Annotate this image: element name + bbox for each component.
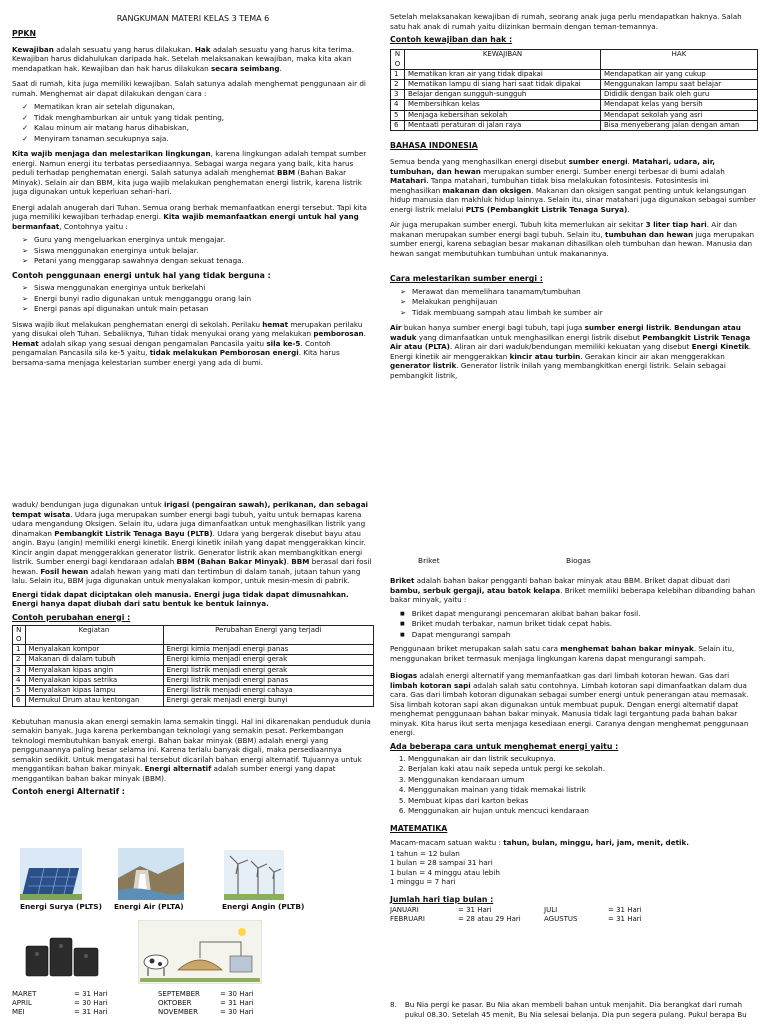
bold-text: limbah kotoran sapi <box>390 680 471 690</box>
table-cell: Belajar dengan sungguh-sungguh <box>405 90 601 100</box>
table-cell: Menyalakan kipas setrika <box>25 675 163 685</box>
month-cell: = 28 atau 29 Hari <box>458 915 521 924</box>
table-cell: Menyalakan kompor <box>25 645 163 655</box>
bold-text: bambu, serbuk gergaji, atau batok kelapa <box>390 585 561 595</box>
list-item: ✓ Tidak menghamburkan air untuk yang tidak penting, <box>20 113 374 123</box>
month-cell: = 31 Hari <box>74 1008 108 1017</box>
table-row <box>391 120 758 130</box>
table-header-cell: KEWAJIBAN <box>405 50 601 69</box>
table-cell: Energi kimia menjadi energi panas <box>163 645 373 655</box>
table-cell: Mendapatkan air yang cukup <box>601 69 758 79</box>
page-title: RANGKUMAN MATERI KELAS 3 TEMA 6 <box>116 14 270 23</box>
bold-text: sila ke-5 <box>266 338 301 348</box>
table-cell: Menjaga kebersihan sekolah <box>405 110 601 120</box>
ppkn-paragraph-1: Kewajiban adalah sesuatu yang harus dilakukan. Hak adalah sesuatu yang harus kita terima. Kewajiban harus didahulukan daripada hak. Setelah melaksanakan kewajiban, maka kita akan mendapatkan hak. Kewajiban dan hak harus dilakukan secara seimbang. <box>12 44 355 73</box>
list-item: ➢ Energi panas api digunakan untuk main petasan <box>20 304 374 314</box>
matematika-heading: MATEMATIKA <box>390 823 448 833</box>
list-item: ➢ Petani yang menggarap sawahnya dengan sekuat tenaga. <box>20 256 374 266</box>
ppkn-useless-heading: Contoh penggunaan energi untuk hal yang tidak berguna : <box>12 270 271 280</box>
right-bottom-column <box>390 576 758 924</box>
briket-paragraph-2: Penggunaan briket merupakan salah satu cara menghemat bahan bakar minyak. Selain itu, menggunakan briket termasuk menjaga lingkungan karena dapat mengurangi sampah. <box>390 644 735 663</box>
bahasa-indonesia-heading: BAHASA INDONESIA <box>390 141 478 151</box>
table-row <box>391 69 758 79</box>
alternative-energy-heading: Contoh energi Alternatif : <box>12 787 125 797</box>
month-cell: JULI <box>544 905 558 914</box>
table-cell: Mendapat kelas yang bersih <box>601 100 758 110</box>
ppkn-list-water <box>12 102 374 143</box>
table-cell: Memukul Drum atau kentongan <box>25 696 163 706</box>
energy-paragraph-2 <box>12 590 374 609</box>
table-row <box>13 675 374 685</box>
table-cell: 6 <box>391 120 405 130</box>
bold-text: Briket <box>390 576 415 585</box>
line-item: 1 minggu = 7 hari <box>390 877 456 887</box>
list-item: ■ Briket dapat mengurangi pencemaran akibat bahan bakar fosil. <box>398 609 758 619</box>
bold-text: Kewajiban <box>12 44 54 54</box>
month-cell: = 30 Hari <box>220 990 254 998</box>
bold-text: Kita wajib menjaga dan melestarikan lingkungan <box>12 149 211 159</box>
bold-text: secara seimbang <box>211 63 280 73</box>
list-item: ■ Dapat mengurangi sampah <box>398 630 758 640</box>
month-row <box>390 915 650 924</box>
energy-change-table-title: Contoh perubahan energi : <box>12 612 131 622</box>
bold-text: makanan dan oksigen <box>442 185 532 195</box>
bi-paragraph-1: Semua benda yang menghasilkan energi disebut sumber energi. Matahari, udara, air, tumbuhan, dan hewan merupakan sumber energi. Sumber energi terbesar di bumi adalah Matahari. Tanpa matahari, tumbuhan tidak bisa melakukan fotosintesis. Fotosintesis ini menghasilkan makanan dan oksigen. Makanan dan oksigen sangat penting untuk kelangsungan hidup manusia dan makhluk hidup lainnya. Selain itu, sinar matahari juga digunakan sebagai sumber energi listrik melalui PLTS (Pembangkit Listrik Tenaga Surya). <box>390 157 756 214</box>
bold-text: BBM <box>291 557 310 566</box>
caption-wind: Energi Angin (PLTB) <box>222 902 305 911</box>
month-row <box>390 906 650 915</box>
ppkn-paragraph-2: Saat di rumah, kita juga memiliki kewajiban. Salah satunya adalah menghemat penggunaan air di rumah. Menghemat air dapat dilakukan dengan cara : <box>12 79 366 98</box>
briquette-image <box>22 930 108 980</box>
lestari-heading: Cara melestarikan sumber energi : <box>390 274 543 284</box>
caption-briket: Briket <box>418 556 440 565</box>
bold-text: generator listrik <box>390 361 457 371</box>
line-item: 1 tahun = 12 bulan <box>390 848 460 858</box>
table-cell: Mentaati peraturan di jalan raya <box>405 120 601 130</box>
month-cell: = 31 Hari <box>220 999 254 1008</box>
table-cell: 4 <box>391 100 405 110</box>
bold-text: 3 liter tiap hari <box>645 220 707 230</box>
bold-text: Bendungan atau waduk <box>390 323 741 342</box>
list-item: ➢ Merawat dan memelihara tanamam/tumbuhan <box>398 287 758 297</box>
table-cell: Energi gerak menjadi energi bunyi <box>163 696 373 706</box>
month-days-heading: Jumlah hari tiap bulan : <box>390 894 494 904</box>
left-bottom-column <box>12 500 374 797</box>
rights-paragraph: Setelah melaksanakan kewajiban di rumah, seorang anak juga perlu mendapatkan haknya. Salah satu hak anak di rumah yaitu diizinkan bermain dengan teman-temannya. <box>390 12 742 31</box>
right-top-column <box>390 12 758 384</box>
biogas-paragraph: Biogas adalah energi alternatif yang memanfaatkan gas dari limbah kotoran hewan. Gas dari limbah kotoran sapi adalah salah satu contohnya. Limbah kotoran sapi dimanfaatkan dalam dua cara. Gas dari limbah kotoran digunakan sebagai sumber energi untuk penerangan atau memasak. Sisa limbah kotoran sapi akan digunakan untuk membuat pupuk. Dengan energi alternatif dapat menghemat penggunaan bahan bakar minyak. Manusia tidak lagi tergantung pada bahan bakar minyak. Kita harus ikut serta menjaga kesediaan energi. Caranya dengan menghemat penggunaan energi. <box>390 671 749 737</box>
month-cell: FEBRUARI <box>390 915 425 924</box>
caption-biogas: Biogas <box>566 556 591 565</box>
table-cell: Dididik dengan baik oleh guru <box>601 90 758 100</box>
bold-text: Matahari <box>390 176 427 186</box>
month-cell: MARET <box>12 990 37 998</box>
ppkn-heading: PPKN <box>12 28 36 38</box>
table-row <box>13 686 374 696</box>
month-cell: MEI <box>12 1008 25 1017</box>
list-item: ➢ Siswa menggunakan energinya untuk belajar. <box>20 246 374 256</box>
month-days-table <box>390 906 650 924</box>
list-item: 6. Menggunakan air hujan untuk mencuci kendaraan <box>408 806 758 816</box>
ppkn-list-useful <box>12 235 374 266</box>
bold-text: tahun, bulan, minggu, hari, jam, menit, detik. <box>503 838 689 848</box>
table-header-row <box>391 50 758 69</box>
time-units-intro: Macam-macam satuan waktu : tahun, bulan, minggu, hari, jam, menit, detik. <box>390 838 689 848</box>
table-cell: 1 <box>391 69 405 79</box>
list-item: 1. Menggunakan air dan listrik secukupnya. <box>408 754 758 764</box>
ppkn-list-useless <box>12 283 374 314</box>
left-top-column <box>12 14 374 371</box>
month-cell: AGUSTUS <box>544 915 578 924</box>
months-left-table <box>12 990 112 1018</box>
energy-paragraph-3: Kebutuhan manusia akan energi semakin lama semakin tinggi. Hal ini dikarenakan penduduk dunia semakin banyak. Juga karena perkembangan teknologi yang semakin pesat. Perkembangan teknologi membutuhkan banyak energi. Bahan bakar minyak (BBM) adalah energi yang penggunaannya paling besar selama ini. Karena terlalu banyak digali, maka persediaannya semakin sedikit. Untuk mengatasi hal tersebut dicarilah bahan energi alternatif. Tujuannya untuk menggantikan bahan bakar minyak. Energi alternatif adalah sumber energi yang dapat menggantikan bahan bakar minyak (BBM). <box>12 716 371 783</box>
table-cell: 5 <box>13 686 26 696</box>
table-header-cell: N O <box>391 50 405 69</box>
bold-text: Hak <box>194 44 211 54</box>
caption-water: Energi Air (PLTA) <box>114 902 184 911</box>
months-mid-table <box>158 990 258 1018</box>
bold-text: Air <box>390 323 402 333</box>
bold-text: PLTS (Pembangkit Listrik Tenaga Surya) <box>465 204 628 214</box>
bold-text: tumbuhan dan hewan <box>605 229 694 239</box>
month-cell: = 31 Hari <box>458 905 492 914</box>
list-item: ➢ Energi bunyi radio digunakan untuk mengganggu orang lain <box>20 294 374 304</box>
month-row <box>12 1008 112 1017</box>
bold-text: Energi Kinetik <box>691 342 749 352</box>
dam-image <box>118 848 184 900</box>
table-cell: Mematikan lampu di siang hari saat tidak dipakai <box>405 79 601 89</box>
list-item: 2. Berjalan kaki atau naik sepeda untuk pergi ke sekolah. <box>408 764 758 774</box>
bi-paragraph-2: Air juga merupakan sumber energi. Tubuh kita memerlukan air sekitar 3 liter tiap hari. Air dan makanan merupakan sumber energi bagi tubuh. Selain itu, tumbuhan dan hewan juga merupakan sumber energi, karena sebagian besar makanan dihasilkan oleh tumbuhan dan hewan. Manusia dan hewan sangat membutuhkan tumbuhan untuk makanannya. <box>390 220 755 258</box>
bold-text: Biogas <box>390 671 418 680</box>
list-item: ➢ Siswa menggunakan energinya untuk berkelahi <box>20 283 374 293</box>
biogas-diagram-image <box>138 920 262 984</box>
table-cell: Menyalakan kipas angin <box>25 665 163 675</box>
table-cell: Energi listrik menjadi energi cahaya <box>163 686 373 696</box>
month-cell: = 30 Hari <box>74 999 108 1008</box>
list-item: ➢ Tidak membuang sampah atau limbah ke sumber air <box>398 308 758 318</box>
ppkn-paragraph-3: Kita wajib menjaga dan melestarikan lingkungan, karena lingkungan adalah tempat sumber energi. Namun energi itu terbatas persediaannya. Sebagai warga negara yang baik, kita harus peduli terhadap penghematan energi. Salah satunya adalah menghemat BBM (Bahan Bakar Minyak). Selain air dan BBM, kita juga wajib melakukan penghematan energi listrik, karena listrik juga digunakan untuk keperluan sehari-hari. <box>12 149 367 197</box>
list-item: ✓ Mematikan kran air setelah digunakan, <box>20 102 374 112</box>
month-row <box>158 999 258 1008</box>
table-header-cell: Perubahan Energi yang terjadi <box>163 625 373 644</box>
table-cell: 5 <box>391 110 405 120</box>
rights-table <box>390 49 758 131</box>
table-header-cell: HAK <box>601 50 758 69</box>
table-cell: Mendapat sekolah yang asri <box>601 110 758 120</box>
month-cell: = 30 Hari <box>220 1008 254 1017</box>
bold-text: Pembangkit Listrik Tenaga Bayu (PLTB) <box>54 528 213 538</box>
bold-text: kincir atau turbin <box>509 351 581 361</box>
month-row <box>12 990 112 999</box>
list-item: 3. Menggunakan kendaraan umum <box>408 775 758 785</box>
briket-list <box>390 609 758 640</box>
table-header-row <box>13 625 374 644</box>
month-cell: = 31 Hari <box>608 915 642 924</box>
ppkn-paragraph-4: Energi adalah anugerah dari Tuhan. Semua orang berhak memanfaatkan energi tersebut. Tapi kita juga memiliki kewajiban terhadap energi. Kita wajib memanfaatkan energi untuk hal yang bermanfaat, Contohnya yaitu : <box>12 202 367 231</box>
table-cell: Makanan di dalam tubuh <box>25 655 163 665</box>
bold-text: sumber energi <box>568 157 628 167</box>
month-cell: NOVEMBER <box>158 1008 198 1017</box>
bold-text: Energi tidak dapat diciptakan oleh manusia. Energi juga tidak dapat dimusnahkan. Energi hanya dapat diubah dari satu bentuk ke bentuk lainnya. <box>12 589 349 608</box>
bold-text: Energi alternatif <box>144 764 212 774</box>
time-units-list <box>390 849 758 887</box>
caption-solar: Energi Surya (PLTS) <box>20 902 102 911</box>
bold-text: pemborosan <box>313 329 364 339</box>
bold-text: Kita wajib memanfaatkan energi untuk hal yang bermanfaat <box>12 212 359 231</box>
table-cell: 1 <box>13 645 26 655</box>
table-cell: 4 <box>13 675 26 685</box>
month-cell: APRIL <box>12 999 32 1008</box>
table-cell: Energi kimia menjadi energi gerak <box>163 655 373 665</box>
bold-text: menghemat bahan bakar minyak <box>560 644 694 653</box>
bold-text: irigasi (pengairan sawah), perikanan, dan sebagai tempat wisata <box>12 500 369 519</box>
wind-turbine-image <box>224 850 284 900</box>
bold-text: BBM (Bahan Bakar Minyak) <box>176 557 287 566</box>
table-cell: 6 <box>13 696 26 706</box>
table-header-cell: N O <box>13 625 26 644</box>
month-row <box>158 1008 258 1017</box>
ppkn-paragraph-5: Siswa wajib ikut melakukan penghematan energi di sekolah. Perilaku hemat merupakan perilaku yang disukai oleh Tuhan. Sebaliknya, Tuhan tidak menyukai orang yang melakukan pemborosan. Hemat adalah sikap yang sesuai dengan pengamalan Pancasila yaitu sila ke-5. Contoh pengamalan Pancasila sila ke-5 yaitu, tidak melakukan Pemborosan energi. Kita harus bersama-sama menjaga kelestarian sumber energi yang ada di bumi. <box>12 319 366 367</box>
bi-paragraph-3: Air bukan hanya sumber energi bagi tubuh, tapi juga sumber energi listrik. Bendungan atau waduk yang dimanfaatkan untuk menghasilkan energi listrik disebut Pembangkit Listrik Tenaga Air atau (PLTA). Aliran air dari waduk/bendungan memiliki kekuatan yang disebut Energi Kinetik. Energi kinetik air menggerakkan kincir atau turbin. Gerakan kincir air akan menggerakkan generator listrik. Generator listrik inilah yang membangkitkan energi listrik. Selain sebagai pembangkit listrik, <box>390 323 752 380</box>
month-cell: SEPTEMBER <box>158 990 200 998</box>
table-row <box>13 665 374 675</box>
briket-paragraph: Briket adalah bahan bakar pengganti bahan bakar minyak atau BBM. Briket dapat dibuat dari bambu, serbuk gergaji, atau batok kelapa. Briket memiliki beberapa kelebihan dibanding bahan bakar minyak, yaitu : <box>390 576 756 604</box>
table-row <box>391 110 758 120</box>
line-item: 1 bulan = 28 sampai 31 hari <box>390 858 493 868</box>
bold-text: Pembangkit Listrik Tenaga Air atau (PLTA) <box>390 332 751 352</box>
lestari-list <box>390 287 758 318</box>
table-row <box>13 655 374 665</box>
list-item: ■ Briket mudah terbakar, namun briket tidak cepat habis. <box>398 619 758 629</box>
month-row <box>158 990 258 999</box>
list-item: ✓ Kalau minum air matang harus dihabiskan, <box>20 123 374 133</box>
solar-panel-image <box>20 848 82 900</box>
month-cell: OKTOBER <box>158 999 192 1008</box>
table-row <box>391 90 758 100</box>
table-cell: Energi listrik menjadi energi panas <box>163 675 373 685</box>
list-item: ➢ Melakukan penghijauan <box>398 297 758 307</box>
list-item: 4. Menggunakan mainan yang tidak memakai listrik <box>408 785 758 795</box>
list-item: ✓ Menyiram tanaman secukupnya saja. <box>20 134 374 144</box>
month-days-body <box>390 906 650 924</box>
bold-text: Matahari, udara, air, tumbuhan, dan hewan <box>390 157 715 176</box>
table-cell: 2 <box>13 655 26 665</box>
bold-text: sumber energi listrik <box>584 323 670 333</box>
question-text: Bu Nia pergi ke pasar. Bu Nia akan membeli bahan untuk menjahit. Dia berangkat dari rumah pukul 08.30. Setelah 45 menit, Bu Nia selesai belanja. Dia pun segera pulang. Pukul berapa Bu <box>404 1000 747 1019</box>
months-mid-body <box>158 990 258 1018</box>
table-header-cell: Kegiatan <box>25 625 163 644</box>
table-cell: Membersihkan kelas <box>405 100 601 110</box>
table-cell: Mematikan kran air yang tidak dipakai <box>405 69 601 79</box>
question-number: 8. <box>390 1000 397 1009</box>
bold-text: Fosil hewan <box>40 566 89 576</box>
question-8 <box>390 1000 758 1019</box>
rights-table-title: Contoh kewajiban dan hak : <box>390 35 513 44</box>
table-cell: Menyalakan kipas lampu <box>25 686 163 696</box>
table-row <box>13 645 374 655</box>
table-cell: Bisa menyeberang jalan dengan aman <box>601 120 758 130</box>
energy-paragraph-1: waduk/ bendungan juga digunakan untuk irigasi (pengairan sawah), perikanan, dan sebagai tempat wisata. Udara juga merupakan sumber energi bagi tubuh, yaitu untuk bernapas karena udara mengandung Oksigen. Selain itu, udara juga dimanfaatkan untuk menghasilkan listrik yang dinamakan Pembangkit Listrik Tenaga Bayu (PLTB). Udara yang bergerak disebut bayu atau angin. Bayu (angin) memiliki energi kinetik. Energi kinetik inilah yang dapat menggerakkan kincir. Kincir angin dapat menggerakkan generator listrik. Generator listrik akan membangkitkan energi listrik. Sumber energi bagi kendaraan adalah BBM (Bahan Bakar Minyak). BBM berasal dari fosil hewan. Fosil hewan adalah hewan yang mati dan tertimbun di dalam tanah, jutaan tahun yang lalu. Selain itu, BBM juga digunakan untuk menyalakan kompor, untuk mesin-mesin di pabrik. <box>12 500 372 585</box>
bold-text: hemat <box>262 319 289 329</box>
energy-change-table <box>12 625 374 707</box>
table-cell: 3 <box>391 90 405 100</box>
bold-text: Hemat <box>12 338 39 348</box>
months-left-body <box>12 990 112 1018</box>
table-cell: 2 <box>391 79 405 89</box>
bold-text: tidak melakukan Pemborosan energi <box>149 348 299 358</box>
hemat-heading: Ada beberapa cara untuk menghemat energi yaitu : <box>390 741 619 751</box>
line-item: 1 bulan = 4 minggu atau lebih <box>390 867 500 877</box>
hemat-list <box>390 754 758 816</box>
month-cell: = 31 Hari <box>608 905 642 914</box>
table-row <box>391 79 758 89</box>
list-item: ➢ Guru yang mengeluarkan energinya untuk mengajar. <box>20 235 374 245</box>
month-cell: = 31 Hari <box>74 990 108 998</box>
month-cell: JANUARI <box>390 905 419 914</box>
list-item: 5. Membuat kipas dari karton bekas <box>408 796 758 806</box>
table-cell: 3 <box>13 665 26 675</box>
table-cell: Energi listrik menjadi energi gerak <box>163 665 373 675</box>
bold-text: BBM <box>277 168 296 178</box>
table-cell: Menggunakan lampu saat belajar <box>601 79 758 89</box>
table-row <box>13 696 374 706</box>
table-row <box>391 100 758 110</box>
month-row <box>12 999 112 1008</box>
